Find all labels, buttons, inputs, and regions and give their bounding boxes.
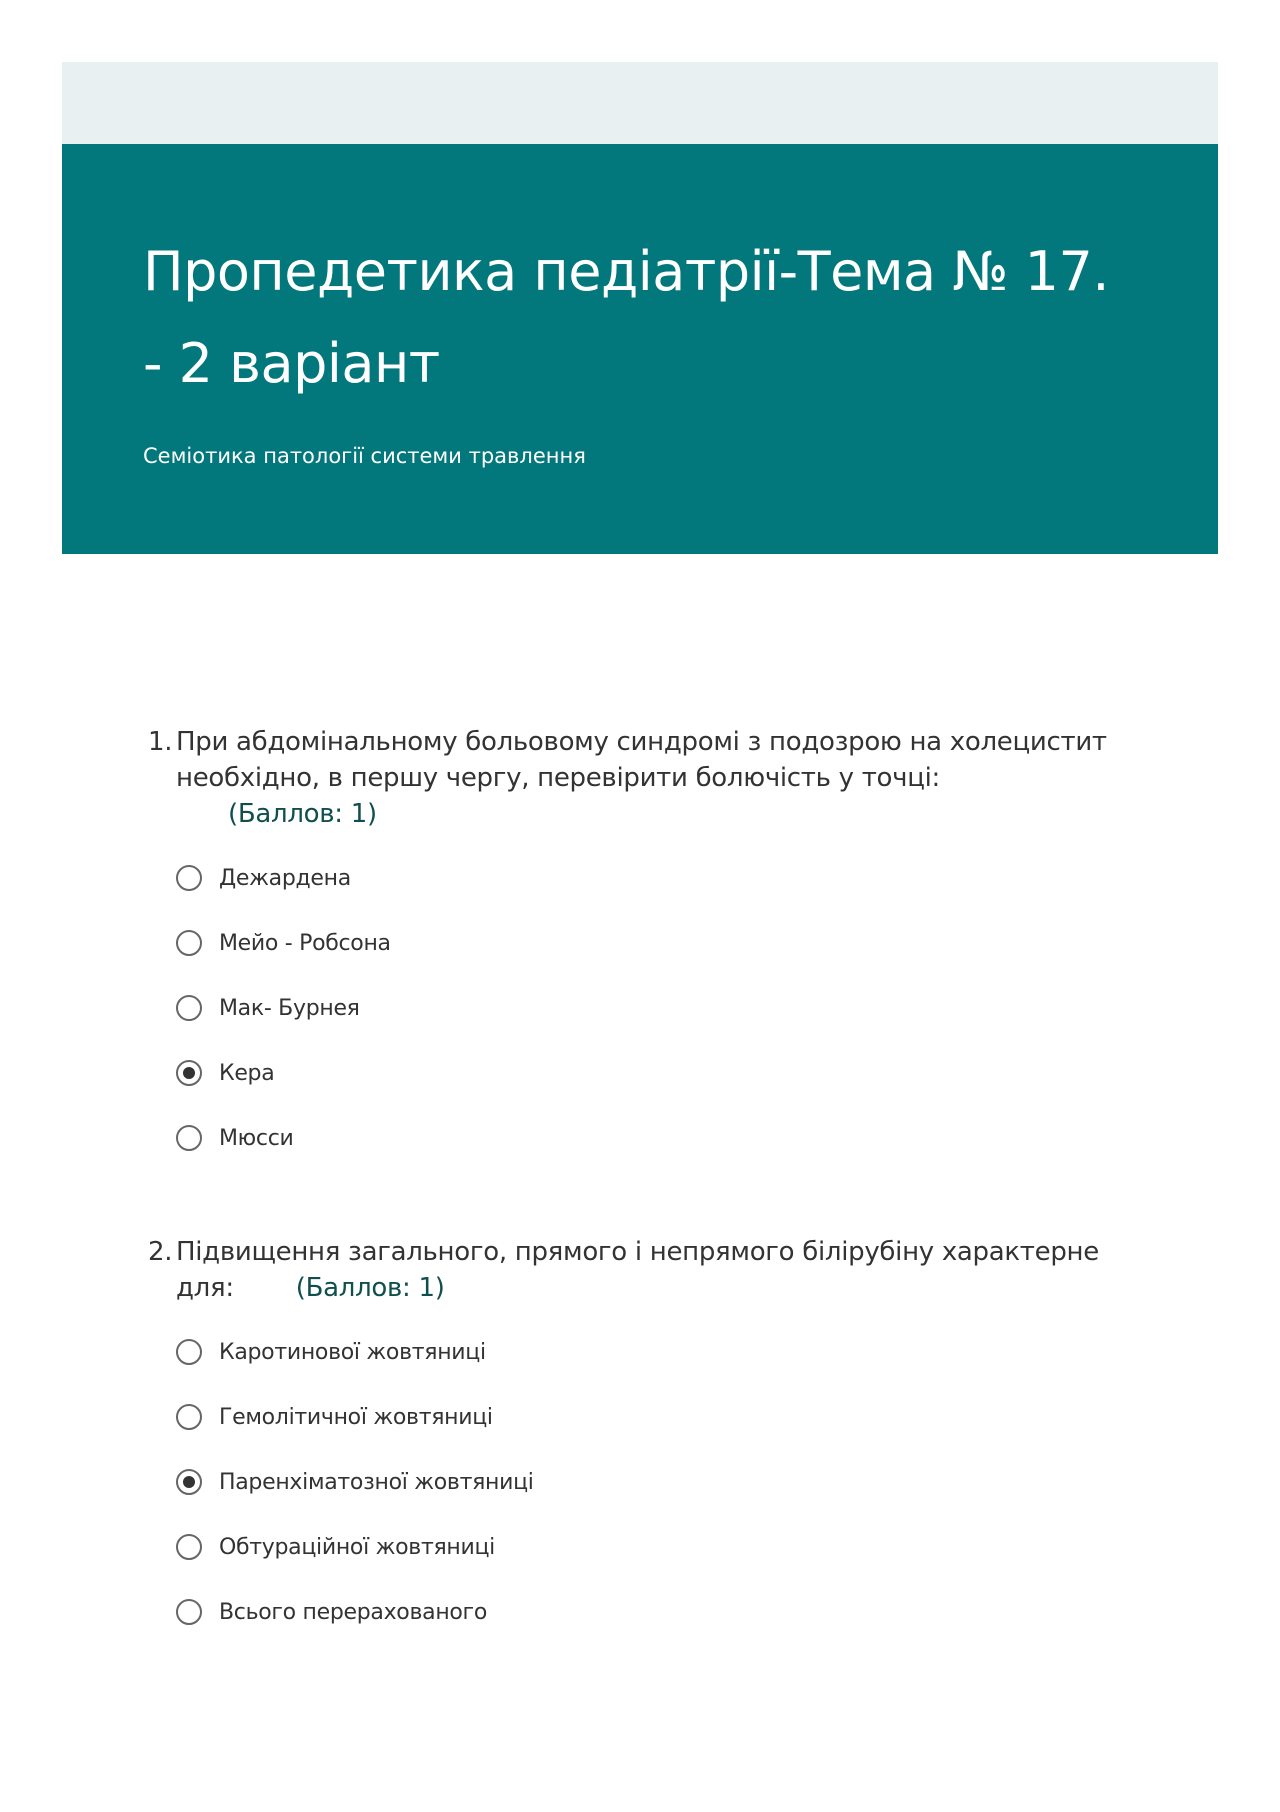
radio-button[interactable] bbox=[176, 1404, 202, 1430]
option-label: Мейо - Робсона bbox=[219, 930, 391, 956]
header-top-strip bbox=[62, 62, 1218, 144]
question-points: (Баллов: 1) bbox=[228, 799, 377, 829]
option-label: Паренхіматозної жовтяниці bbox=[219, 1469, 534, 1495]
option-parenkhimatoznoi[interactable] bbox=[176, 1466, 1108, 1498]
question-number: 2. bbox=[148, 1237, 173, 1267]
option-obturatsiinoi[interactable] bbox=[176, 1531, 1108, 1563]
question-2-options bbox=[148, 1336, 1108, 1628]
option-label: Каротинової жовтяниці bbox=[219, 1339, 486, 1365]
question-2 bbox=[148, 1234, 1108, 1661]
option-kera[interactable] bbox=[176, 1057, 1108, 1089]
question-1-options bbox=[148, 862, 1108, 1154]
question-1 bbox=[148, 724, 1108, 1187]
form-header bbox=[62, 144, 1218, 554]
question-2-text bbox=[148, 1234, 1108, 1306]
option-karotynovoi[interactable] bbox=[176, 1336, 1108, 1368]
option-vsoho-pererakhovanoho[interactable] bbox=[176, 1596, 1108, 1628]
radio-button[interactable] bbox=[176, 1125, 202, 1151]
form-subtitle: Семіотика патології системи травлення bbox=[143, 444, 586, 468]
option-dezhardena[interactable] bbox=[176, 862, 1108, 894]
option-meio-robsona[interactable] bbox=[176, 927, 1108, 959]
radio-button[interactable] bbox=[176, 1599, 202, 1625]
radio-button[interactable] bbox=[176, 865, 202, 891]
question-prompt: При абдомінальному больовому синдромі з подозрою на холецистит необхідно, в першу чергу, перевірити болючість у точці: bbox=[176, 727, 1107, 793]
question-prompt: Підвищення загального, прямого і непрямого білірубіну характерне для: bbox=[176, 1237, 1099, 1303]
option-label: Мюсси bbox=[219, 1125, 294, 1151]
form-title: Пропедетика педіатрії-Тема № 17. - 2 варіант bbox=[143, 240, 1110, 395]
radio-button[interactable] bbox=[176, 930, 202, 956]
option-hemolitychnoi[interactable] bbox=[176, 1401, 1108, 1433]
option-mak-burneia[interactable] bbox=[176, 992, 1108, 1024]
option-label: Всього перерахованого bbox=[219, 1599, 487, 1625]
question-points: (Баллов: 1) bbox=[295, 1273, 445, 1303]
radio-button[interactable] bbox=[176, 995, 202, 1021]
option-label: Обтураційної жовтяниці bbox=[219, 1534, 495, 1560]
radio-button-selected[interactable] bbox=[176, 1469, 202, 1495]
radio-button[interactable] bbox=[176, 1534, 202, 1560]
option-label: Гемолітичної жовтяниці bbox=[219, 1404, 493, 1430]
option-label: Кера bbox=[219, 1060, 275, 1086]
question-1-text bbox=[148, 724, 1108, 832]
radio-button[interactable] bbox=[176, 1339, 202, 1365]
option-label: Мак- Бурнея bbox=[219, 995, 360, 1021]
question-number: 1. bbox=[148, 727, 173, 757]
radio-button-selected[interactable] bbox=[176, 1060, 202, 1086]
option-label: Дежардена bbox=[219, 865, 351, 891]
option-miussi[interactable] bbox=[176, 1122, 1108, 1154]
